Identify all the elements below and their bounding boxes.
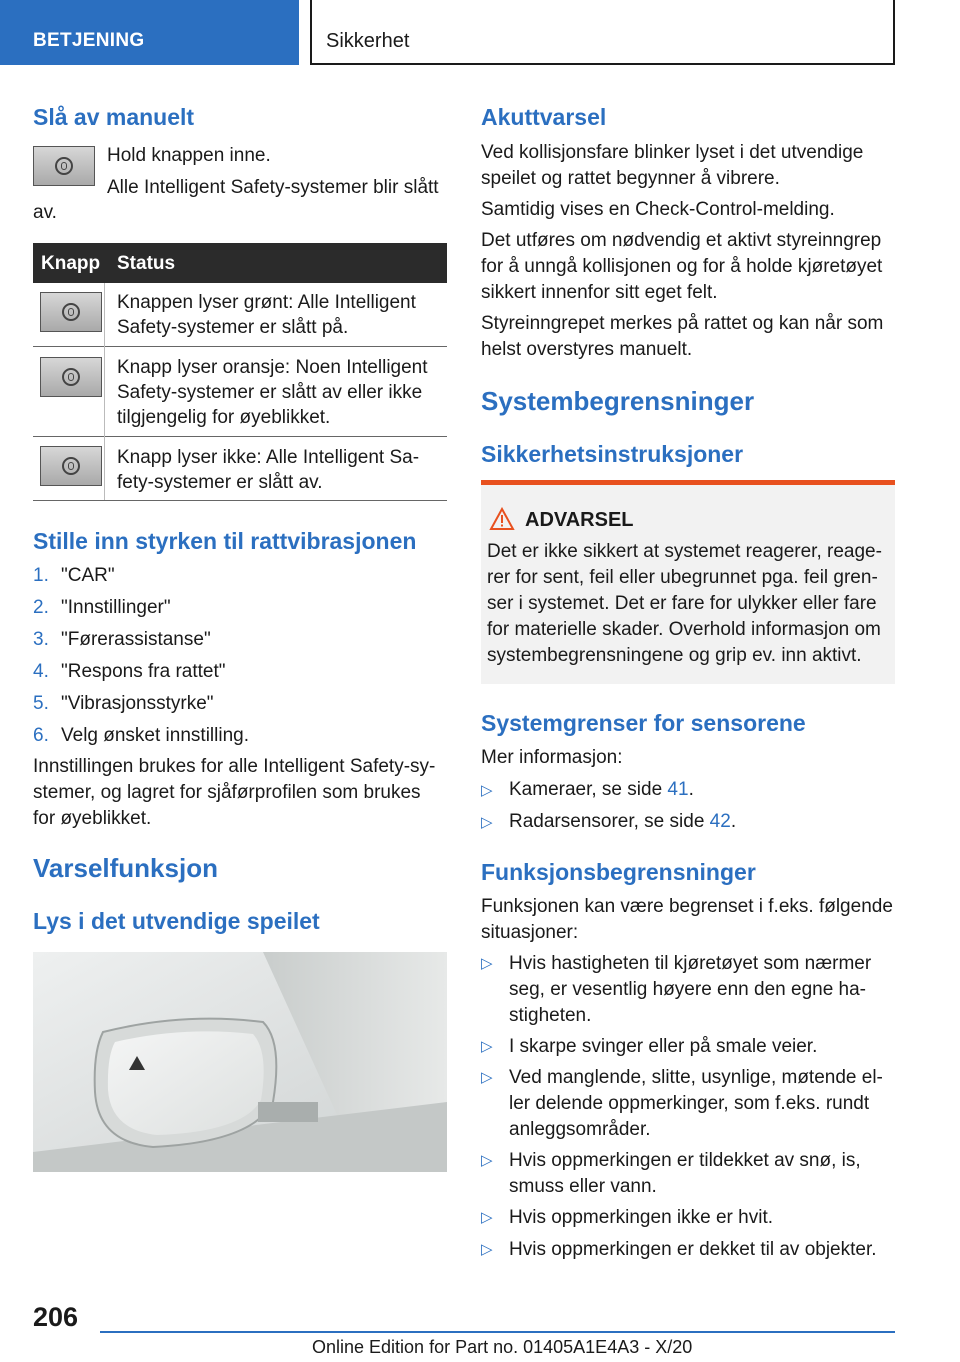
heading-systemgrenser-sensorene: Systemgrenser for sensorene	[481, 710, 806, 736]
button-green-image	[40, 292, 102, 332]
list-item: 4. "Respons fra rattet"	[33, 661, 226, 682]
footer-rule	[100, 1331, 895, 1333]
heading-sla-av: Slå av manuelt	[33, 104, 195, 130]
header-border-bottom	[310, 63, 895, 65]
safety-icon	[62, 457, 80, 475]
page-link-42[interactable]: 42	[709, 811, 731, 832]
heading-funksjonsbegrensninger: Funksjonsbegrensninger	[481, 859, 756, 885]
heading-stille: Stille inn styrken til rattvibrasjonen	[33, 528, 417, 554]
warning-box	[481, 480, 895, 684]
mer-informasjon: Mer informasjon:	[481, 747, 623, 768]
heading-sikkerhetsinstruksjoner: Sikkerhetsinstruksjoner	[481, 441, 744, 467]
safety-button-image	[33, 146, 95, 186]
list-item: 2. "Innstillinger"	[33, 597, 171, 618]
list-item: ▷ Radarsensorer, se side 42.	[481, 809, 895, 836]
list-item: ▷ Hvis hastigheten til kjøretøyet som nærmer seg, er vesentlig høyere enn den egne ha- stigheten.	[481, 953, 872, 1026]
list-item: ▷ Ved manglende, slitte, usynlige, møtende el- ler delende oppmerkinger, som f.eks. rundt anleggsområder.	[481, 1067, 883, 1140]
warning-bar	[481, 480, 895, 485]
safety-icon	[62, 368, 80, 386]
heading-akuttvarsel: Akuttvarsel	[481, 104, 607, 130]
table-divider	[33, 346, 447, 347]
bullet-triangle-icon: ▷	[481, 1069, 493, 1086]
akutt-paragraph-4: Styreinngrepet merkes på rattet og kan når som helst overstyres manuelt.	[481, 313, 884, 360]
list-item: 6. Velg ønsket innstilling.	[33, 725, 249, 746]
bullet-triangle-icon: ▷	[481, 814, 493, 831]
warning-triangle-icon	[489, 507, 515, 531]
warning-title: ADVARSEL	[525, 509, 634, 531]
col-status: Status	[117, 253, 176, 274]
list-item: 1. "CAR"	[33, 565, 115, 586]
heading-lys: Lys i det utvendige speilet	[33, 908, 320, 934]
innstilling-paragraph: Innstillingen brukes for alle Intelligent Safety-sy- stemer, og lagret for sjåførprofilen som brukes for øyeblikket.	[33, 756, 436, 829]
warning-text: Det er ikke sikkert at systemet reagerer, reage- rer for sent, feil eller ubegrunnet pga. feil gren- ser i systemet. Det er fare for ulykker eller fare for materielle skader. Overhold informasjon om systembegrensningene og grip ev. inn aktivt.	[487, 541, 882, 666]
bullet-triangle-icon: ▷	[481, 1241, 493, 1258]
page-number: 206	[33, 1302, 79, 1332]
list-item: ▷ Hvis oppmerkingen er tildekket av snø, is, smuss eller vann.	[481, 1150, 861, 1197]
table-row: Knapp lyser oransje: Noen Intelligent Safety-systemer er slått av eller ikke tilgjengelig for øyeblikket.	[117, 357, 428, 428]
heading-systembegrensninger: Systembegrensninger	[481, 386, 755, 416]
list-item: 3. "Førerassistanse"	[33, 629, 211, 650]
sla-av-line3: av.	[33, 202, 57, 223]
header-border-right	[893, 0, 895, 65]
list-item: 5. "Vibrasjonsstyrke"	[33, 693, 214, 714]
status-table-header	[33, 243, 447, 283]
sla-av-line1: Hold knappen inne.	[107, 145, 271, 166]
button-off-image	[40, 446, 102, 486]
steps-list	[33, 563, 447, 755]
bullet-triangle-icon: ▷	[481, 955, 493, 972]
heading-varselfunksjon: Varselfunksjon	[33, 853, 218, 883]
akutt-paragraph-1: Ved kollisjonsfare blinker lyset i det utvendige speilet og rattet begynner å vibrere.	[481, 142, 864, 189]
section-title: Sikkerhet	[326, 30, 410, 52]
bullet-triangle-icon: ▷	[481, 1152, 493, 1169]
mirror-illustration	[33, 952, 447, 1172]
col-knapp: Knapp	[41, 253, 101, 274]
table-row: Knapp lyser ikke: Alle Intelligent Sa- fety-systemer er slått av.	[117, 447, 420, 493]
edition-text: Online Edition for Part no. 01405A1E4A3 - X/20	[312, 1337, 693, 1357]
bullet-triangle-icon: ▷	[481, 1209, 493, 1226]
list-item: ▷ Kameraer, se side 41.	[481, 777, 895, 804]
header-border-left	[310, 0, 312, 65]
akutt-paragraph-3: Det utføres om nødvendig et aktivt styreinngrep for å unngå kollisjonen og for å holde kjøretøyet sikkert innenfor sitt eget felt.	[481, 230, 883, 303]
safety-icon	[62, 303, 80, 321]
funk-paragraph: Funksjonen kan være begrenset i f.eks. følgende situasjoner:	[481, 896, 893, 943]
table-divider	[33, 500, 447, 501]
table-divider	[33, 436, 447, 437]
button-orange-image	[40, 357, 102, 397]
akutt-paragraph-2: Samtidig vises en Check-Control-melding.	[481, 199, 835, 220]
safety-icon	[55, 157, 73, 175]
bullet-triangle-icon: ▷	[481, 782, 493, 799]
bullet-triangle-icon: ▷	[481, 1038, 493, 1055]
page-link-41[interactable]: 41	[667, 779, 689, 800]
sla-av-line2: Alle Intelligent Safety-systemer blir slått	[107, 177, 439, 198]
chapter-tab[interactable]	[0, 0, 299, 65]
list-item: ▷ I skarpe svinger eller på smale veier.	[481, 1034, 895, 1060]
table-column-divider	[104, 283, 105, 500]
list-item: ▷ Hvis oppmerkingen ikke er hvit.	[481, 1205, 895, 1231]
list-item: ▷ Hvis oppmerkingen er dekket til av objekter.	[481, 1237, 895, 1263]
table-row: Knappen lyser grønt: Alle Intelligent Safety-systemer er slått på.	[117, 292, 416, 338]
chapter-label: BETJENING	[33, 30, 145, 51]
